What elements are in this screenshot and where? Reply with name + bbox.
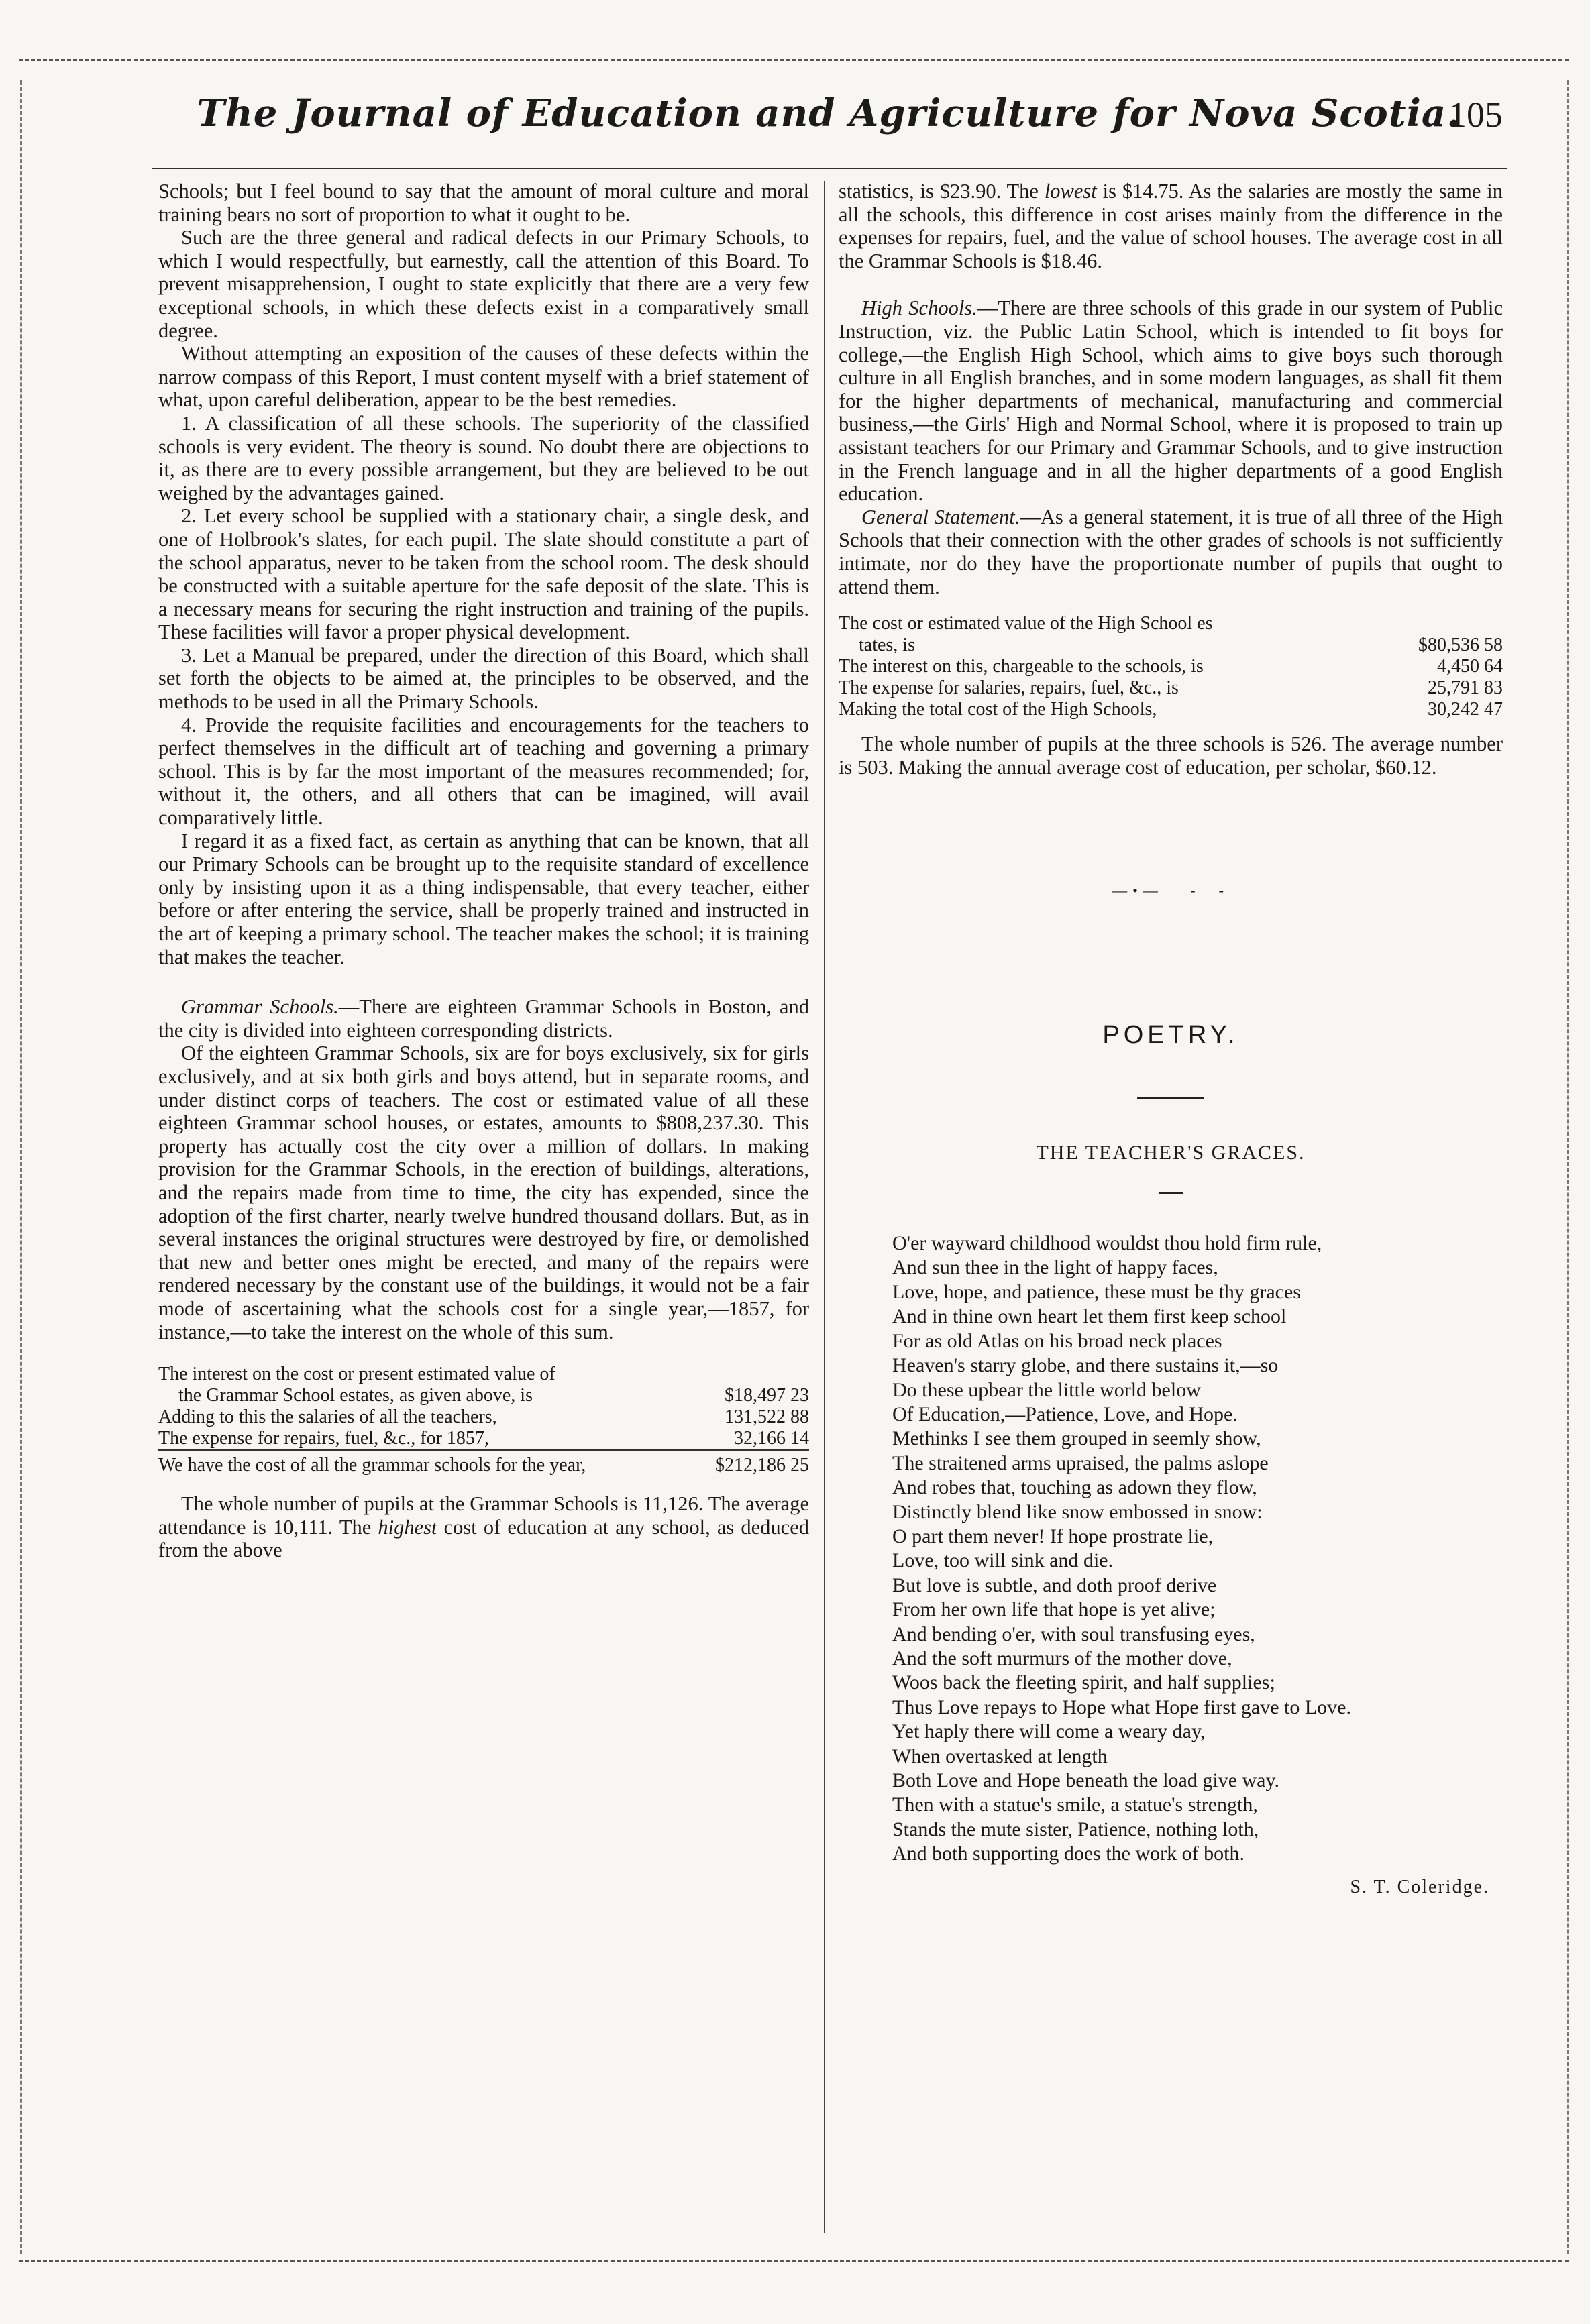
- table-cell: Making the total cost of the High Schools,: [839, 699, 1157, 720]
- poem-line: O'er wayward childhood wouldst thou hold firm rule,: [892, 1232, 1322, 1255]
- poem-line: Woos back the fleeting spirit, and half supplies;: [892, 1671, 1275, 1694]
- paragraph-high-schools: High Schools.—There are three schools of this grade in our system of Public Instruction, viz. the Public Latin School, which is intended to fit boys for college,—the English High School, which aims to give boys such thorough culture in all English branches, and in some modern languages, as shall fit them for the higher departments of mechanical, manufacturing and commercial business,—the Girls' High and Normal School, where it is proposed to train up assistant teachers for our Primary and Grammar Schools, and to give instruction in the French language and in all the higher departments of a good English education.: [839, 296, 1503, 506]
- paragraph-grammar-schools: Grammar Schools.—There are eighteen Grammar Schools in Boston, and the city is divided into eighteen corresponding districts.: [158, 995, 809, 1042]
- section-heading: High Schools.: [861, 296, 977, 320]
- paragraph: Without attempting an exposition of the causes of these defects within the narrow compass of this Report, I must content myself with a brief statement of what, upon careful deliberation, appear to be the best remedies.: [158, 342, 809, 412]
- paragraph-general-statement: General Statement.—As a general statement, it is true of all three of the High Schools that their connection with the other grades of schools is not sufficiently intimate, nor do they have the proportionate number of pupils that ought to attend them.: [839, 505, 1503, 598]
- poem-line: Yet haply there will come a weary day,: [892, 1720, 1206, 1743]
- paragraph: The whole number of pupils at the three schools is 526. The average number is 503. Making the annual average cost of education, per scholar, $60.12.: [839, 732, 1503, 779]
- column-divider: [824, 181, 825, 2233]
- poem-line: But love is subtle, and doth proof derive: [892, 1573, 1217, 1596]
- ornament-divider: —•— - -: [1112, 882, 1229, 899]
- table-amount: 25,791 83: [1428, 677, 1503, 699]
- paragraph: I regard it as a fixed fact, as certain as anything that can be known, that all our Primary Schools can be brought up to the requisite standard of excellence only by insisting upon it as a thing indispensable, that every teacher, either before or after entering the service, shall be properly trained and instructed in the art of keeping a primary school. The teacher makes the school; it is training that makes the teacher.: [158, 829, 809, 969]
- poem-line: Do these upbear the little world below: [892, 1378, 1201, 1401]
- poem-line: Of Education,—Patience, Love, and Hope.: [892, 1402, 1238, 1425]
- poem-line: Distinctly blend like snow embossed in snow:: [892, 1500, 1263, 1523]
- poem-line: And sun thee in the light of happy faces,: [892, 1256, 1218, 1279]
- page-number: 105: [1448, 95, 1503, 135]
- bottom-border: [19, 2260, 1569, 2262]
- paragraph: Of the eighteen Grammar Schools, six are for boys exclusively, six for girls exclusively, and at six both girls and boys attend, but in separate rooms, and under distinct corps of teachers. The cost or estimated value of all these eighteen Grammar school houses, or estates, amounts to $808,237.30. This property has actually cost the city over a million of dollars. In making provision for the Grammar Schools, in the erection of buildings, alterations, and the repairs made from time to time, the city has expended, since the adoption of the first charter, nearly twelve hundred thousand dollars. But, as in several instances the original structures were destroyed by fire, or demolished that new and better ones might be erected, and many of the repairs were rendered necessary by the constant use of the buildings, it would not be a fair mode of ascertaining what the schools cost for a single year,—1857, for instance,—to take the interest on the whole of this sum.: [158, 1042, 809, 1343]
- journal-title: The Journal of Education and Agriculture for Nova Scotia.: [197, 91, 1461, 135]
- poem-line: From her own life that hope is yet alive;: [892, 1598, 1216, 1621]
- poem-line: And bending o'er, with soul transfusing eyes,: [892, 1622, 1255, 1645]
- paragraph: Such are the three general and radical defects in our Primary Schools, to which I would respectfully, but earnestly, call the attention of this Board. To prevent misapprehension, I ought to state explicitly that there are a very few exceptional schools, in which these defects exist in a comparatively small degree.: [158, 226, 809, 342]
- left-border: [20, 80, 22, 2254]
- table-amount: $18,497 23: [725, 1385, 809, 1406]
- poem-line: Stands the mute sister, Patience, nothing loth,: [892, 1818, 1259, 1840]
- right-border: [1567, 80, 1569, 2254]
- poem-line: And in thine own heart let them first keep school: [892, 1305, 1287, 1328]
- poem-line: Thus Love repays to Hope what Hope first gave to Love.: [892, 1696, 1351, 1718]
- table-amount: $212,186 25: [695, 1450, 809, 1476]
- table-cell: We have the cost of all the grammar schools for the year,: [158, 1450, 695, 1476]
- grammar-cost-table: [158, 1364, 809, 1476]
- paragraph: statistics, is $23.90. The lowest is $14.75. As the salaries are mostly the same in all the schools, this difference in cost arises mainly from the difference in the expenses for repairs, fuel, and the value of school houses. The average cost in all the Grammar Schools is $18.46.: [839, 180, 1503, 272]
- right-column: [839, 180, 1503, 1899]
- poem-line: O part them never! If hope prostrate lie,: [892, 1525, 1214, 1547]
- poetry-heading: POETRY.: [1102, 1020, 1239, 1049]
- poem-line: Methinks I see them grouped in seemly show,: [892, 1427, 1261, 1450]
- poem-line: Both Love and Hope beneath the load give way.: [892, 1769, 1280, 1791]
- poem-line: Heaven's starry globe, and there sustains it,—so: [892, 1354, 1279, 1377]
- poem-line: Love, hope, and patience, these must be thy graces: [892, 1280, 1301, 1303]
- table-amount: 32,166 14: [734, 1428, 809, 1449]
- poem-title: THE TEACHER'S GRACES.: [1036, 1142, 1306, 1164]
- high-school-cost-table: [839, 613, 1503, 720]
- table-amount: $80,536 58: [1418, 634, 1503, 656]
- left-column: [158, 180, 809, 1562]
- table-cell: The interest on this, chargeable to the schools, is: [839, 656, 1204, 677]
- paragraph: 3. Let a Manual be prepared, under the direction of this Board, which shall set forth the objects to be aimed at, the principles to be observed, and the methods to be used in all the Primary Schools.: [158, 643, 809, 714]
- poem-line: Love, too will sink and die.: [892, 1549, 1114, 1572]
- poem-line: Then with a statue's smile, a statue's strength,: [892, 1793, 1258, 1816]
- poem-line: For as old Atlas on his broad neck places: [892, 1329, 1222, 1352]
- poem-line: When overtasked at length: [892, 1745, 1108, 1767]
- paragraph: Schools; but I feel bound to say that the amount of moral culture and moral training bears no sort of proportion to what it ought to be.: [158, 180, 809, 226]
- section-heading: General Statement.: [861, 505, 1020, 529]
- paragraph: 2. Let every school be supplied with a stationary chair, a single desk, and one of Holbrook's slates, for each pupil. The slate should constitute a part of the school apparatus, never to be taken from the school room. The desk should be constructed with a suitable aperture for the safe deposit of the slate. This is a necessary means for securing the right instruction and training of the pupils. These facilities will favor a proper physical development.: [158, 504, 809, 644]
- table-cell: The interest on the cost or present estimated value of: [158, 1364, 555, 1385]
- table-cell: The cost or estimated value of the High School es: [839, 613, 1213, 634]
- header-rule: [152, 168, 1507, 169]
- paragraph: 4. Provide the requisite facilities and encouragements for the teachers to perfect themselves in the difficult art of teaching and governing a primary school. This is by far the most important of the measures recommended; for, without it, the others, and all others that can be imagined, will avail comparatively little.: [158, 713, 809, 830]
- poem-body: [839, 1231, 1503, 1867]
- table-cell: The expense for salaries, repairs, fuel, &c., is: [839, 677, 1179, 699]
- poem-line: And the soft murmurs of the mother dove,: [892, 1647, 1232, 1669]
- top-border: [19, 59, 1569, 61]
- table-amount: 131,522 88: [725, 1406, 809, 1428]
- table-cell: The expense for repairs, fuel, &c., for 1857,: [158, 1428, 489, 1449]
- table-amount: 4,450 64: [1437, 656, 1503, 677]
- section-heading: Grammar Schools.: [181, 995, 339, 1019]
- table-cell: tates, is: [859, 634, 915, 656]
- poem-author: S. T. Coleridge.: [1350, 1876, 1489, 1897]
- table-cell: the Grammar School estates, as given above, is: [178, 1385, 533, 1406]
- table-amount: 30,242 47: [1428, 699, 1503, 720]
- page-header: [154, 91, 1503, 152]
- paragraph: 1. A classification of all these schools. The superiority of the classified schools is very evident. The theory is sound. No doubt there are objections to it, as there are to every possible arrangement, but they are believed to be out weighed by the advantages gained.: [158, 411, 809, 504]
- poem-line: The straitened arms upraised, the palms aslope: [892, 1451, 1269, 1474]
- paragraph: The whole number of pupils at the Grammar Schools is 11,126. The average attendance is 10,111. The highest cost of education at any school, as deduced from the above: [158, 1492, 809, 1562]
- table-cell: Adding to this the salaries of all the teachers,: [158, 1406, 497, 1428]
- poem-line: And robes that, touching as adown they flow,: [892, 1476, 1257, 1499]
- poem-line: And both supporting does the work of both.: [892, 1842, 1244, 1865]
